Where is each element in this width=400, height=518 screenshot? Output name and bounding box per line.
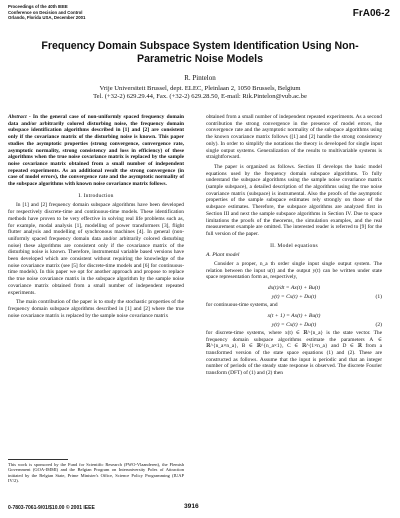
equation-1-number: (1)	[375, 294, 382, 301]
plant-paragraph-2: for discrete-time systems, where x(t) ∈ ℝ^{n_a} is the state vector. The frequency domain subspace algorithms estimate the parameters A ∈ ℝ^{n_a×n_a}, B ∈ ℝ^{n_a×1}, C ∈ ℝ^{1×n_a} and D ∈ ℝ from a transformed version of the state space equations (1) and (2). These are constructed as follows. Assume that the input is periodic and that an integer number of periods of the steady state response is observed. The discrete Fourier transform (DFT) of (1) and (2) then	[206, 329, 382, 377]
affiliation-address: Vrije Universiteit Brussel, dept. ELEC, Pleinlaan 2, 1050 Brussels, Belgium	[99, 85, 301, 92]
section-heading-introduction: I. Introduction	[78, 192, 114, 199]
section-heading-model-equations: II. Model equations	[270, 242, 318, 249]
abstract-label: Abstract	[8, 114, 27, 120]
equation-1a: dx(t)/dt = Ax(t) + Bu(t)	[267, 285, 321, 292]
intro-paragraph-1: In [1] and [2] frequency domain subspace algorithms have been developed for respectively discrete-time and continuous-time models. These identification methods have proven to be very effective in solving real life problems such as, for example, modal analysis [1], modelling of power transformers [3], flight flutter analysis and modelling of synchronous machines [4]. In general (non-uniformly spaced frequency domain data and/or arbitrarily colored disturbing noise) these algorithms are consistent only if the covariance matrix of the disturbing noise is known. Therefore, instrumental variable based versions have been developed which are consistent without requiring the knowledge of the noise covariance matrix (see [5] for discrete-time models and [6] for continuous-time models). In this paper we opt for another approach and propose to replace the true noise covariance matrix in the subspace algorithm by the sample noise covariance matrix obtained from a small number of independent repeated experiments.	[8, 202, 184, 296]
equation-1b: y(t) = Cx(t) + Du(t) (1)	[271, 294, 382, 301]
equation-2b: y(t) = Cx(t) + Du(t) (2)	[271, 321, 382, 328]
author-name: R. Pintelon	[184, 74, 216, 82]
paper-code: FrA06-2	[352, 8, 390, 19]
continuous-time-note: for continuous-time systems, and	[206, 302, 278, 309]
footnote: This work is sponsored by the Fund for Scientific Research (FWO-Vlaanderen), the Flemish Government (GOA-IMMI) and the Belgian Program on Interuniversity Poles of Attraction initiated by the Belgian State, Prime Minister's Office, Science Policy Programming (IUAP IV/2).	[8, 462, 184, 483]
right-column	[206, 114, 382, 380]
proceedings-line: Proceedings of the 40th IEEE	[8, 4, 68, 9]
plant-paragraph-1: Consider a proper, n_a th order single input single output system. The relation between the input u(t) and the output y(t) can be written under state space representation form as, respectively,	[206, 261, 382, 281]
equation-2a: x(t + 1) = Ax(t) + Bu(t)	[267, 312, 321, 319]
left-column	[8, 114, 184, 322]
intro-paragraph-2: The main contribution of the paper is to study the stochastic properties of the frequency domain subspace algorithms described in [1] and [2] where the true noise covariance matrix is replaced by the sample noise covariance matrix	[8, 299, 184, 319]
abstract-text: - In the general case of non-uniformly spaced frequency domain data and/or arbitrarily colored disturbing noise, the frequency domain subspace identification algorithms described in [1] and [2] are consistent only if the covariance matrix of the disturbing noise is known. This paper studies the asymptotic properties (strong convergence, convergence rate, asymptotic normality, strong consistency and loss in efficiency) of these algorithms when the true noise covariance matrix is replaced by the sample noise covariance matrix obtained from a small number of independent repeated experiments. As an additional result the strong convergence (in case of model errors), the convergence rate and the asymptotic normality of the subspace algorithms with known noise covariance matrix follows.	[8, 114, 184, 188]
isbn-line: 0-7803-7061-9/01/$10.00 © 2001 IEEE	[8, 505, 95, 511]
conference-header	[8, 4, 208, 21]
page-number: 3916	[184, 503, 199, 510]
abstract	[8, 114, 184, 188]
right-paragraph-2: The paper is organized as follows. Section II develops the basic model equations used by the frequency domain subspace algorithms. To fully understand the subspace algorithms using the sample noise covariance matrix (sample subspace), a detailed description of the algorithms using the true noise covariance matrix (subspace) is instrumental. Also the proofs of the asymptotic properties of the sample subspace estimates rely strongly on those of the subspace estimates. Therefore, the subspace algorithms are analyzed first in Section III and next the sample subspace algorithms in Section IV. Due to space limitations the proofs of the theorems, the simulation examples, and the real measurement example are omitted. The interested reader is referred to [9] for the full version of the paper.	[206, 163, 382, 237]
affiliation-contact: Tel. (+32-2) 629.29.44, Fax. (+32-2) 629.28.50, E-mail: Rik.Pintelon@vub.ac.be	[93, 93, 307, 101]
location-line: Orlando, Florida USA, December 2001	[8, 15, 86, 21]
subsection-heading-plant-model: A. Plant model	[206, 252, 240, 259]
paper-title: Frequency Domain Subspace System Identification Using Non-Parametric Noise Models	[41, 40, 359, 65]
footnote-rule	[8, 459, 68, 460]
right-paragraph-1: obtained from a small number of independent repeated experiments. As a second contribution the strong convergence in the presence of model errors, the convergence rate and the asymptotic normality of the subspace algorithms using the known covariance matrix follows ([1] and [2] handle the strong consistency only). In order to simplify the notations the theory is developed for single input single output systems. Generalization of the results to multivariable systems is straightforward.	[206, 114, 382, 161]
affiliation	[0, 85, 400, 101]
equation-2-number: (2)	[375, 321, 382, 328]
conference-line: Conference on Decision and Control	[8, 9, 83, 15]
